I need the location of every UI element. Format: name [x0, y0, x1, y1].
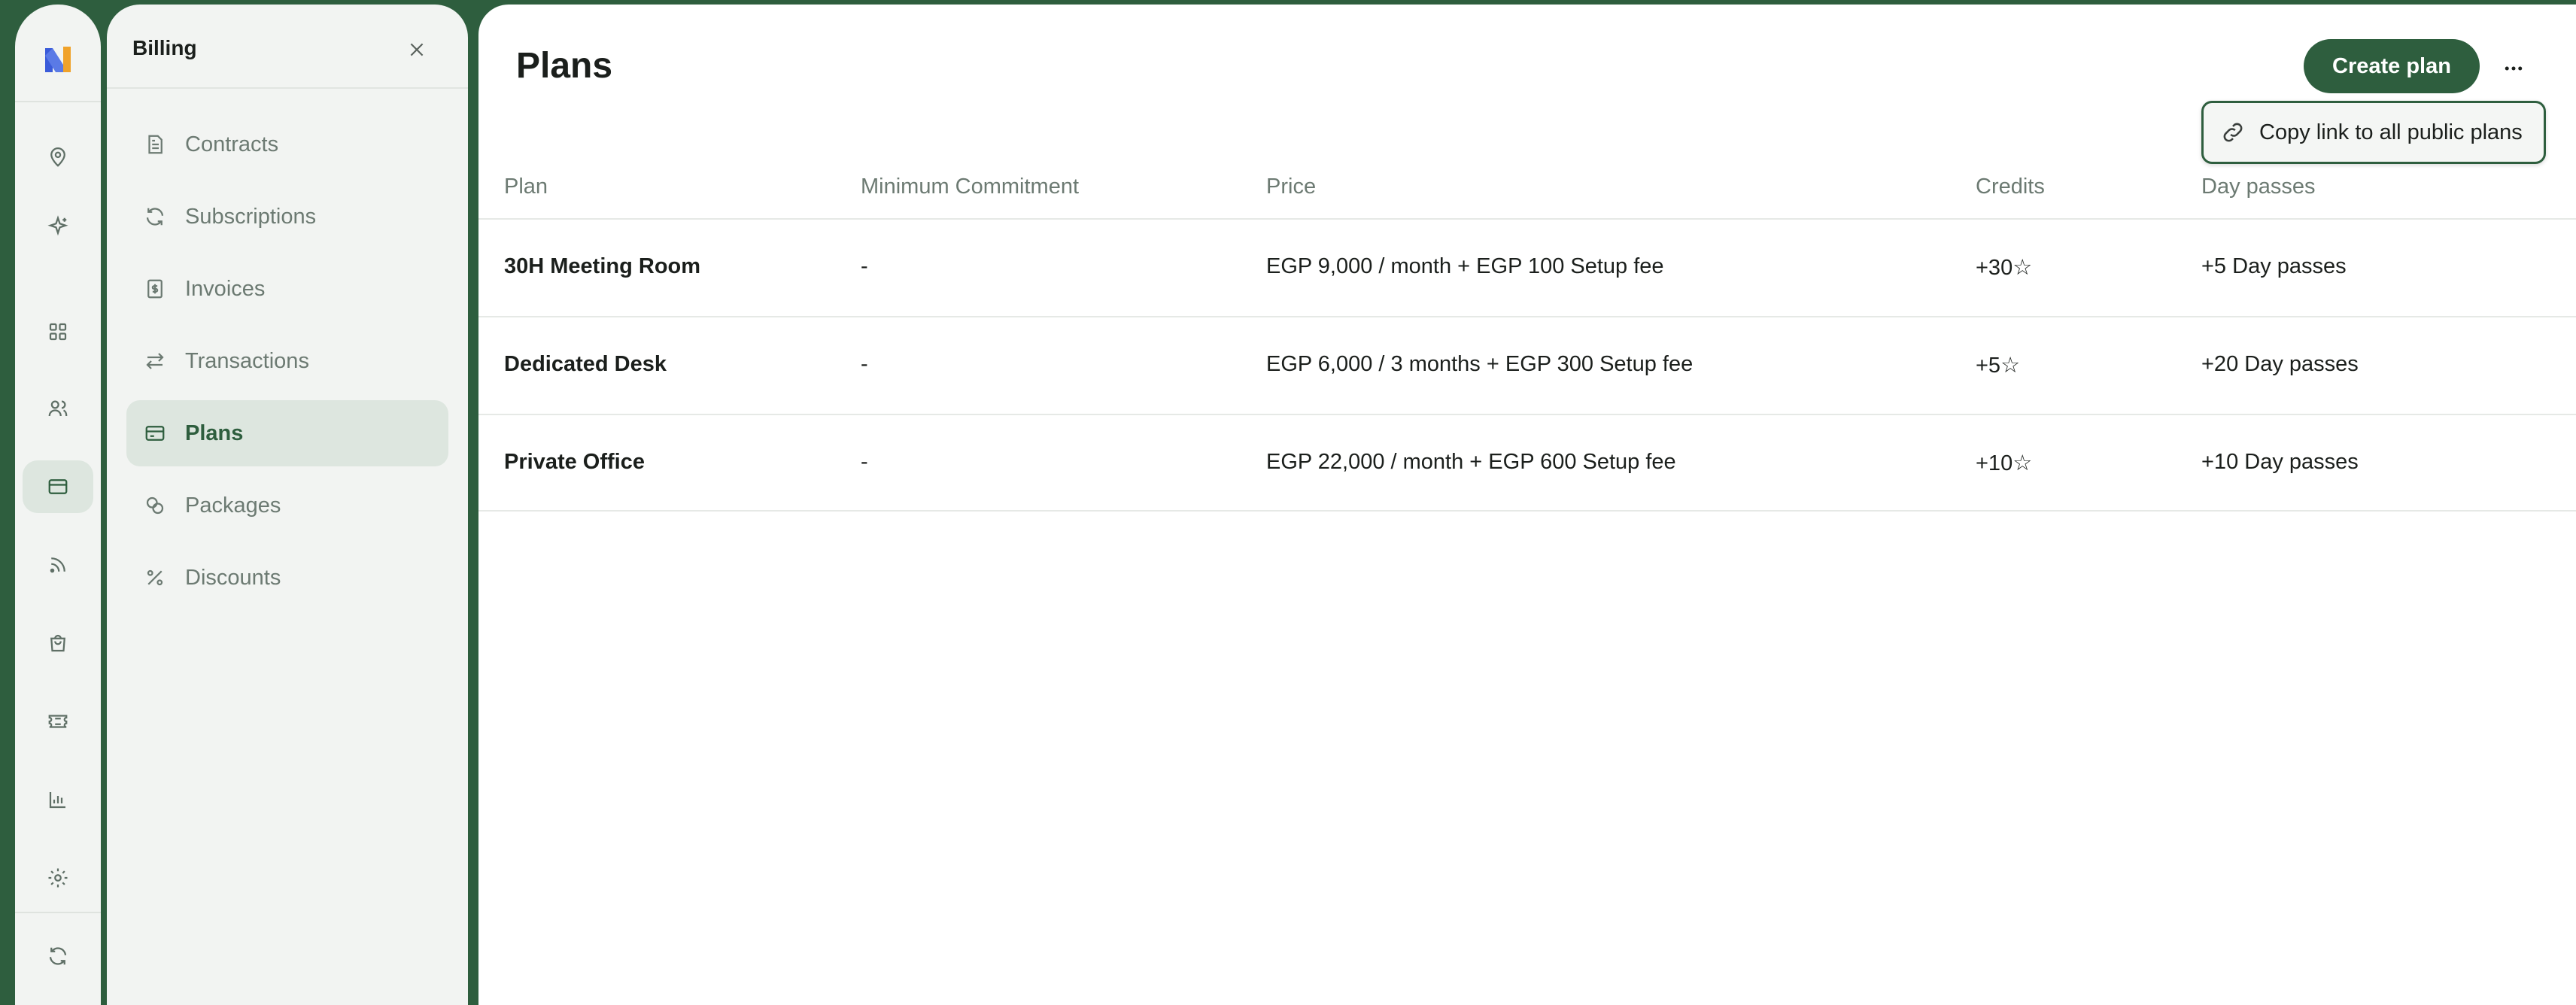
panel-divider [107, 87, 468, 89]
plan-name: Dedicated Desk [504, 352, 667, 376]
sparkle-icon[interactable] [23, 200, 93, 253]
plan-day-passes: +5 Day passes [2201, 254, 2347, 278]
plan-price: EGP 6,000 / 3 months + EGP 300 Setup fee [1266, 352, 1694, 376]
more-options-icon[interactable] [2495, 50, 2532, 87]
nav-item-transactions[interactable] [126, 328, 448, 394]
nav-item-invoices[interactable] [126, 256, 448, 322]
card-icon [143, 421, 167, 445]
rail-divider [15, 912, 101, 913]
close-icon[interactable] [402, 35, 432, 65]
copy-link-label: Copy link to all public plans [2259, 120, 2523, 144]
column-header-day-passes[interactable]: Day passes [2201, 175, 2316, 199]
nav-item-label: Subscriptions [185, 204, 317, 229]
minimum-commitment: - [861, 450, 868, 474]
location-pin-icon[interactable] [23, 131, 93, 184]
main-content [478, 5, 2576, 1005]
grid-icon[interactable] [23, 305, 93, 358]
plan-name: Private Office [504, 450, 645, 474]
nav-item-subscriptions[interactable] [126, 184, 448, 250]
billing-panel [107, 5, 468, 1005]
users-icon[interactable] [23, 382, 93, 435]
plan-day-passes: +10 Day passes [2201, 450, 2359, 474]
shopping-bag-icon[interactable] [23, 617, 93, 669]
table-row[interactable] [478, 414, 2576, 512]
nav-item-packages[interactable] [126, 472, 448, 539]
refresh-icon [143, 205, 167, 229]
page-title: Plans [516, 46, 613, 86]
nav-item-label: Packages [185, 493, 281, 518]
minimum-commitment: - [861, 254, 868, 278]
link-icon [2220, 120, 2246, 145]
create-plan-button[interactable]: Create plan [2304, 39, 2480, 93]
nav-item-label: Contracts [185, 132, 279, 156]
arrows-icon [143, 349, 167, 373]
nav-item-label: Transactions [185, 348, 309, 373]
column-header-credits[interactable]: Credits [1976, 175, 2045, 199]
panel-title: Billing [132, 36, 197, 59]
copy-link-menu-item[interactable] [2201, 101, 2546, 164]
plan-day-passes: +20 Day passes [2201, 352, 2359, 376]
plan-price: EGP 22,000 / month + EGP 600 Setup fee [1266, 450, 1676, 474]
column-header-price[interactable]: Price [1266, 175, 1317, 199]
refresh-icon[interactable] [23, 930, 93, 982]
minimum-commitment: - [861, 352, 868, 376]
plan-price: EGP 9,000 / month + EGP 100 Setup fee [1266, 254, 1664, 278]
nav-item-label: Plans [185, 421, 244, 445]
column-header-plan[interactable]: Plan [504, 175, 548, 199]
nav-item-label: Discounts [185, 565, 281, 590]
table-row[interactable] [478, 316, 2576, 414]
coins-icon [143, 493, 167, 518]
rail-divider [15, 101, 101, 102]
icon-rail [15, 5, 101, 1005]
plan-name: 30H Meeting Room [504, 254, 701, 278]
document-icon [143, 132, 167, 156]
feed-icon[interactable] [23, 539, 93, 591]
percent-icon [143, 566, 167, 590]
nav-item-discounts[interactable] [126, 545, 448, 611]
plan-credits: +5☆ [1976, 354, 2021, 378]
plan-credits: +10☆ [1976, 451, 2033, 475]
ticket-icon[interactable] [23, 695, 93, 748]
credit-card-icon[interactable] [23, 460, 93, 513]
invoice-icon [143, 277, 167, 301]
nav-item-contracts[interactable] [126, 111, 448, 178]
nav-item-label: Invoices [185, 276, 266, 301]
table-row[interactable] [478, 218, 2576, 316]
column-header-minimum-commitment[interactable]: Minimum Commitment [861, 175, 1080, 199]
nav-item-plans[interactable] [126, 400, 448, 466]
plan-credits: +30☆ [1976, 256, 2033, 280]
gear-icon[interactable] [23, 852, 93, 904]
bar-chart-icon[interactable] [23, 773, 93, 826]
app-logo[interactable] [41, 42, 75, 77]
